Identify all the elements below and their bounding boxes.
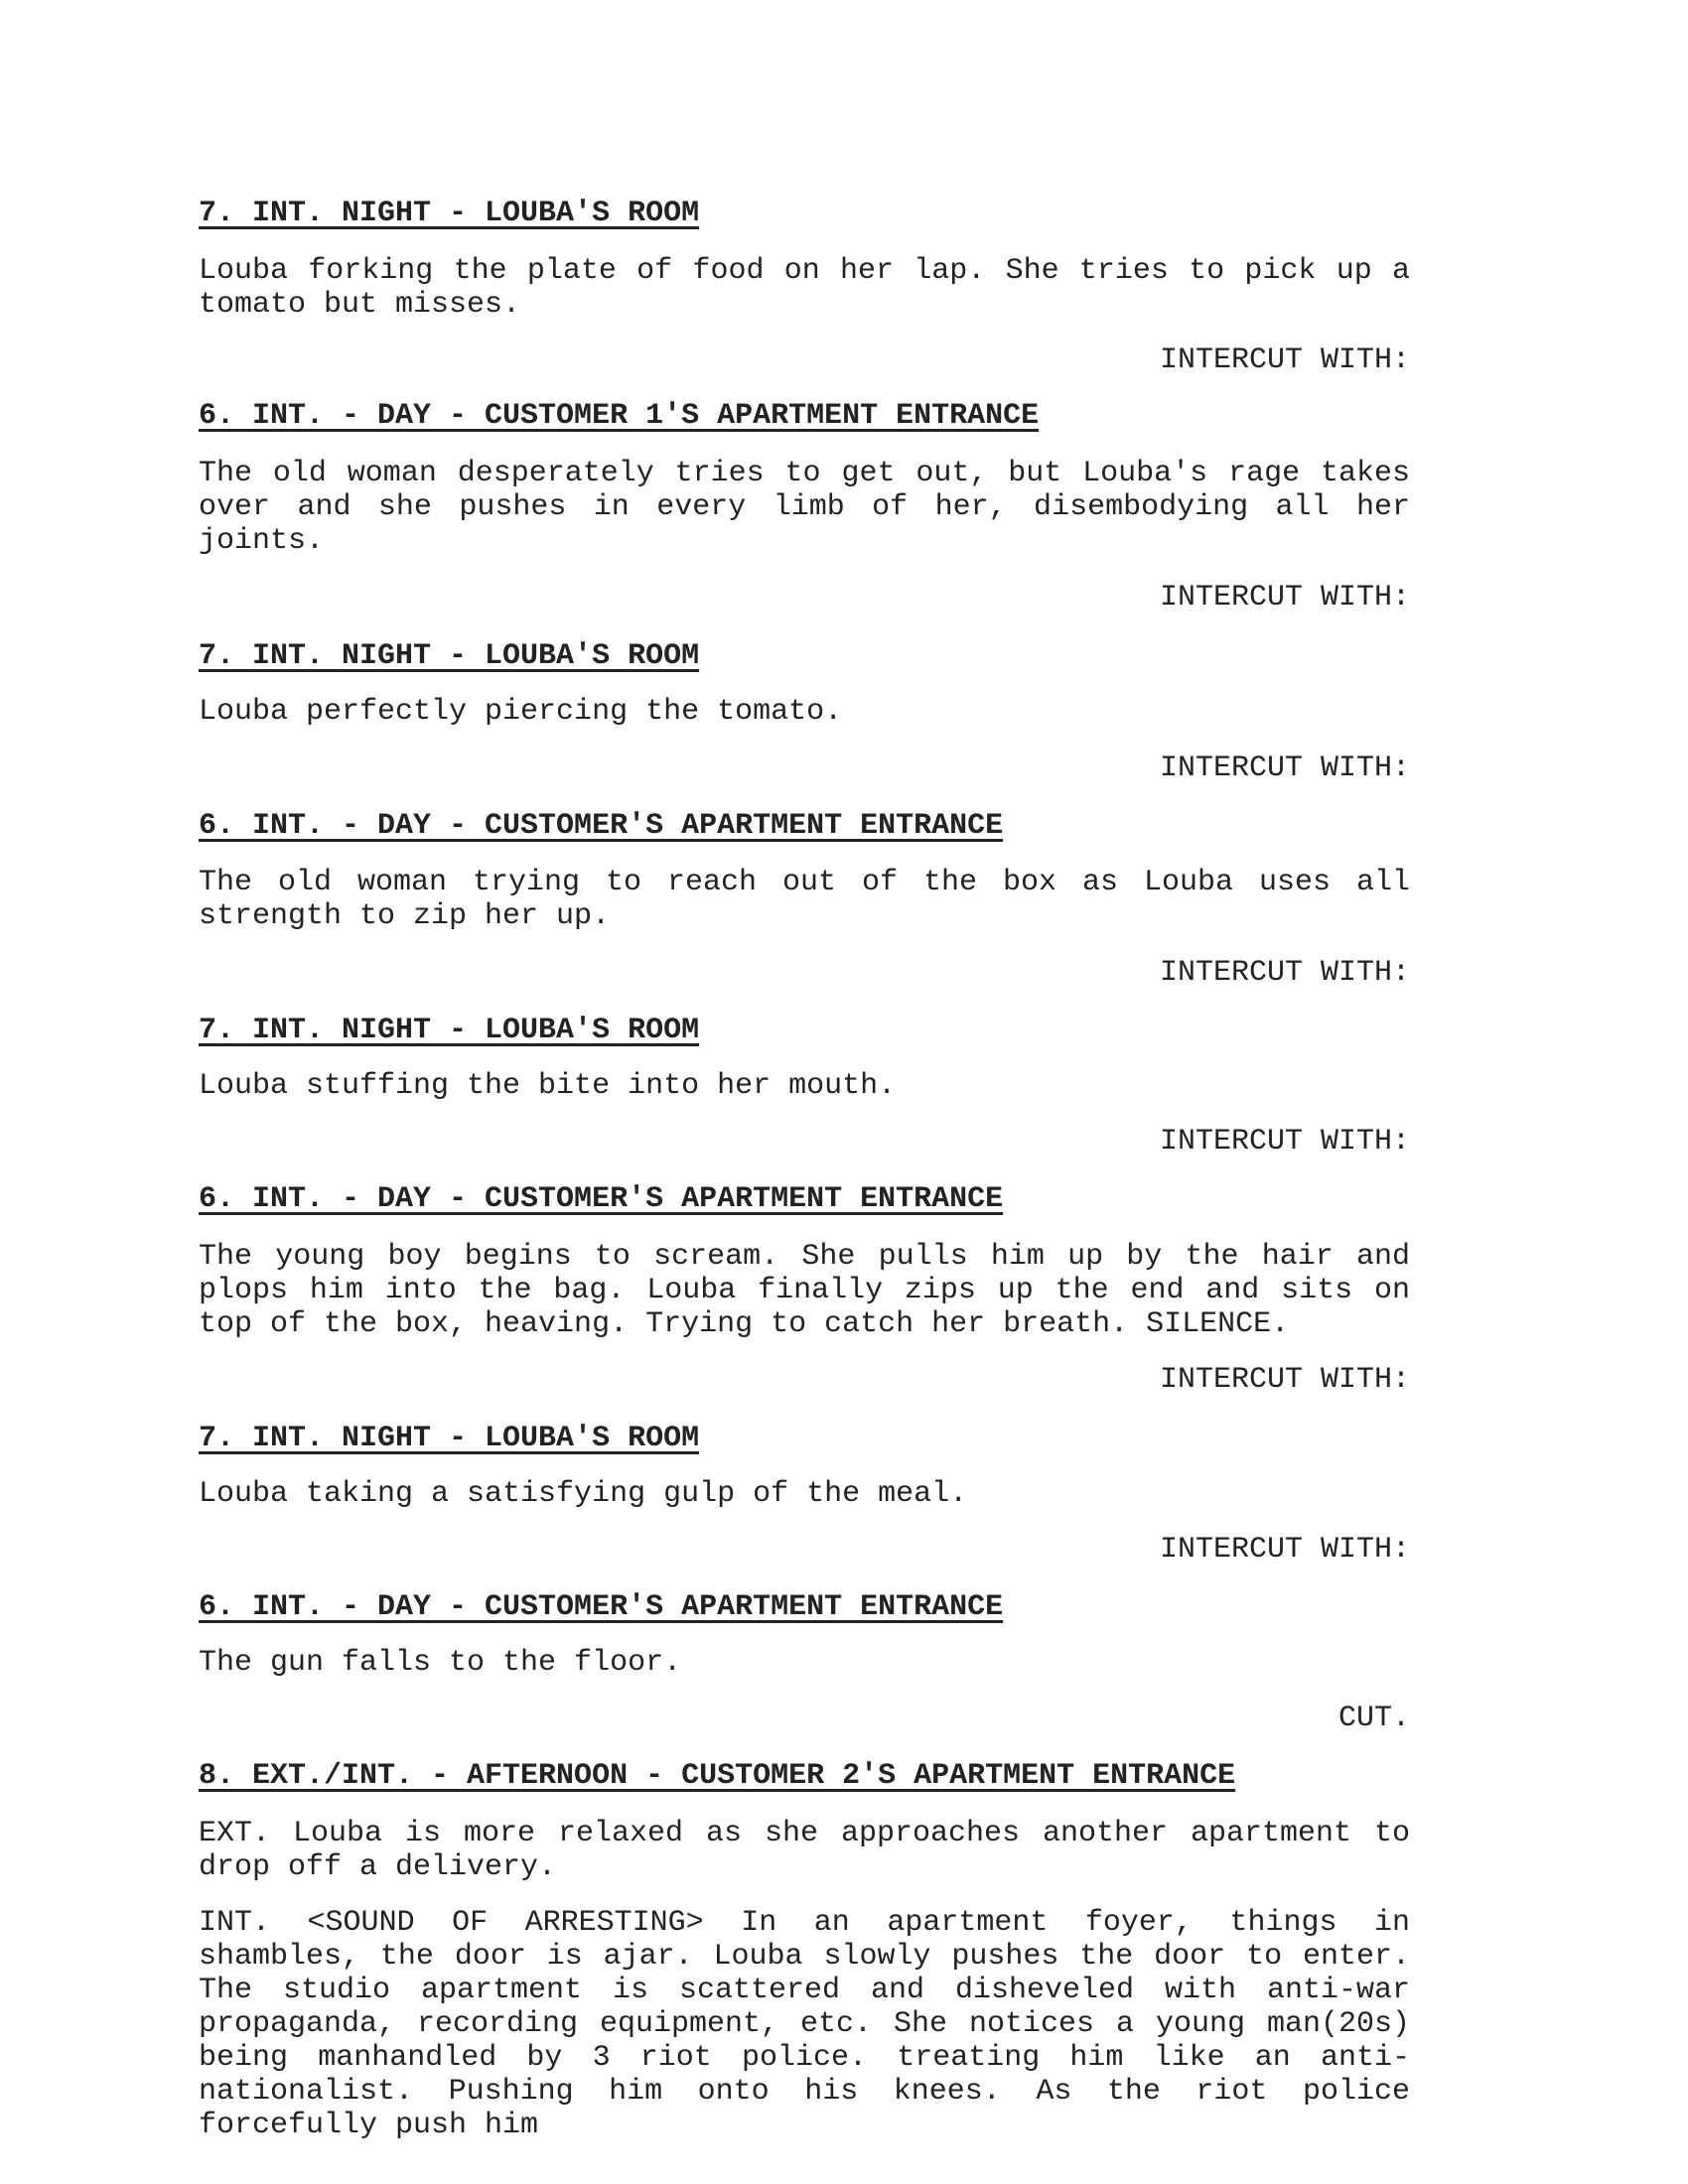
scene-heading: 6. INT. - DAY - CUSTOMER'S APARTMENT ENTRANCE <box>199 1590 1004 1624</box>
transition: INTERCUT WITH: <box>1159 751 1410 785</box>
action-paragraph: The young boy begins to scream. She pulls him up by the hair and plops him into the bag. Louba finally zips up the end and sits on top of the box, heaving. Trying to catch her breath. SILENCE. <box>199 1240 1410 1341</box>
scene-heading: 7. INT. NIGHT - LOUBA'S ROOM <box>199 197 700 230</box>
action-paragraph: The gun falls to the floor. <box>199 1646 682 1680</box>
action-paragraph: INT. <SOUND OF ARRESTING> In an apartment foyer, things in shambles, the door is ajar. Louba slowly pushes the door to enter. The studio apartment is scattered and disheveled with anti-war propaganda, recording equipment, etc. She notices a young man(20s) being manhandled by 3 riot police. treating him like an anti-nationalist. Pushing him onto his knees. As the riot police forcefully push him <box>199 1906 1410 2142</box>
transition: INTERCUT WITH: <box>1159 956 1410 990</box>
scene-heading: 7. INT. NIGHT - LOUBA'S ROOM <box>199 639 700 673</box>
scene-heading: 8. EXT./INT. - AFTERNOON - CUSTOMER 2'S APARTMENT ENTRANCE <box>199 1759 1236 1793</box>
action-paragraph: EXT. Louba is more relaxed as she approaches another apartment to drop off a delivery. <box>199 1817 1410 1884</box>
action-paragraph: The old woman desperately tries to get out, but Louba's rage takes over and she pushes in every limb of her, disembodying all her joints. <box>199 457 1410 558</box>
scene-heading: 6. INT. - DAY - CUSTOMER 1'S APARTMENT ENTRANCE <box>199 399 1040 433</box>
scene-heading: 6. INT. - DAY - CUSTOMER'S APARTMENT ENTRANCE <box>199 1182 1004 1216</box>
scene-heading: 7. INT. NIGHT - LOUBA'S ROOM <box>199 1422 700 1455</box>
scene-heading: 6. INT. - DAY - CUSTOMER'S APARTMENT ENTRANCE <box>199 809 1004 843</box>
transition: INTERCUT WITH: <box>1159 581 1410 614</box>
scene-heading: 7. INT. NIGHT - LOUBA'S ROOM <box>199 1014 700 1047</box>
action-paragraph: Louba forking the plate of food on her lap. She tries to pick up a tomato but misses. <box>199 254 1410 322</box>
transition: INTERCUT WITH: <box>1159 1533 1410 1567</box>
transition: INTERCUT WITH: <box>1159 343 1410 377</box>
action-paragraph: Louba perfectly piercing the tomato. <box>199 695 843 729</box>
action-paragraph: Louba taking a satisfying gulp of the meal. <box>199 1477 968 1511</box>
transition: INTERCUT WITH: <box>1159 1363 1410 1397</box>
action-paragraph: Louba stuffing the bite into her mouth. <box>199 1069 897 1103</box>
action-paragraph: The old woman trying to reach out of the box as Louba uses all strength to zip her up. <box>199 866 1410 933</box>
transition: CUT. <box>1337 1702 1410 1735</box>
transition: INTERCUT WITH: <box>1159 1125 1410 1159</box>
